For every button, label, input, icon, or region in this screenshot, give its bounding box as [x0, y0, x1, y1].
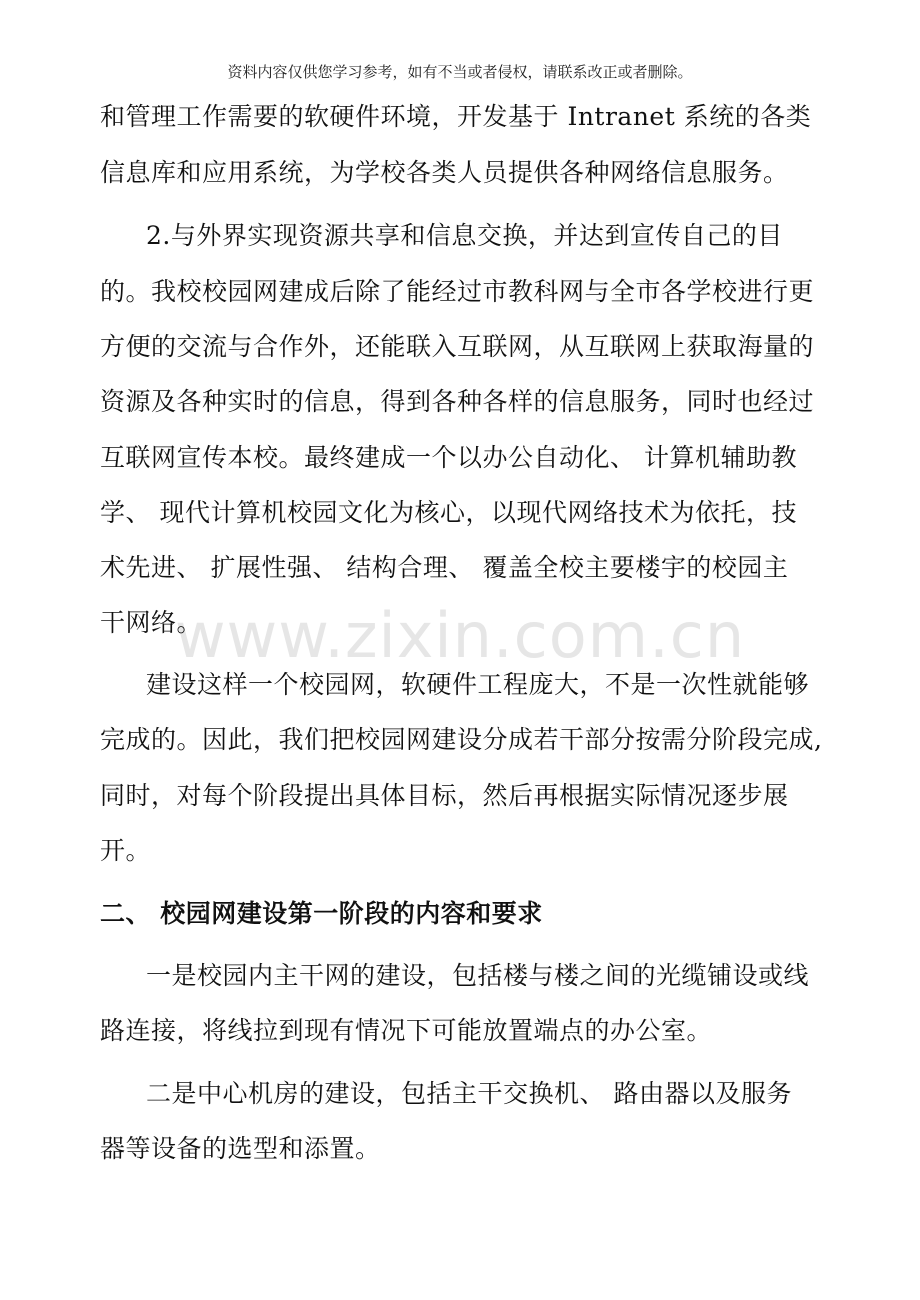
text-line-4: 的。我校校园网建成后除了能经过市教科网与全市各学校进行更	[100, 277, 815, 306]
text-line-8: 学、 现代计算机校园文化为核心，以现代网络技术为依托，技	[100, 498, 797, 527]
text-line-1: 和管理工作需要的软硬件环境，开发基于 Intranet 系统的各类	[100, 102, 812, 131]
text-line-3: 2.与外界实现资源共享和信息交换，并达到宣传自己的目	[146, 221, 783, 250]
text-line-2: 信息库和应用系统，为学校各类人员提供各种网络信息服务。	[100, 158, 789, 187]
text-line-5: 方便的交流与合作外，还能联入互联网，从互联网上获取海量的	[100, 332, 815, 361]
text-line-12: 完成的。因此，我们把校园网建设分成若干部分按需分阶段完成,	[100, 725, 823, 754]
text-line-18: 二是中心机房的建设，包括主干交换机、 路由器以及服务	[146, 1079, 792, 1108]
text-line-6: 资源及各种实时的信息，得到各种各样的信息服务，同时也经过	[100, 387, 815, 416]
text-line-7: 互联网宣传本校。最终建成一个以办公自动化、 计算机辅助教	[100, 443, 797, 472]
text-line-19: 器等设备的选型和添置。	[100, 1134, 381, 1163]
text-line-16: 一是校园内主干网的建设，包括楼与楼之间的光缆铺设或线	[146, 961, 810, 990]
text-line-11: 建设这样一个校园网，软硬件工程庞大，不是一次性就能够	[146, 670, 810, 699]
copyright-notice: 资料内容仅供您学习参考，如有不当或者侵权，请联系改正或者删除。	[227, 63, 693, 81]
text-line-17: 路连接，将线拉到现有情况下可能放置端点的办公室。	[100, 1016, 713, 1045]
watermark-text: www.zixin.com.cn	[174, 599, 746, 672]
text-line-9: 术先进、 扩展性强、 结构合理、 覆盖全校主要楼宇的校园主	[100, 553, 789, 582]
text-line-10: 干网络。	[100, 608, 203, 637]
text-line-14: 开。	[100, 836, 152, 865]
section-heading: 二、 校园网建设第一阶段的内容和要求	[100, 899, 543, 928]
text-line-13: 同时，对每个阶段提出具体目标，然后再根据实际情况逐步展	[100, 781, 789, 810]
